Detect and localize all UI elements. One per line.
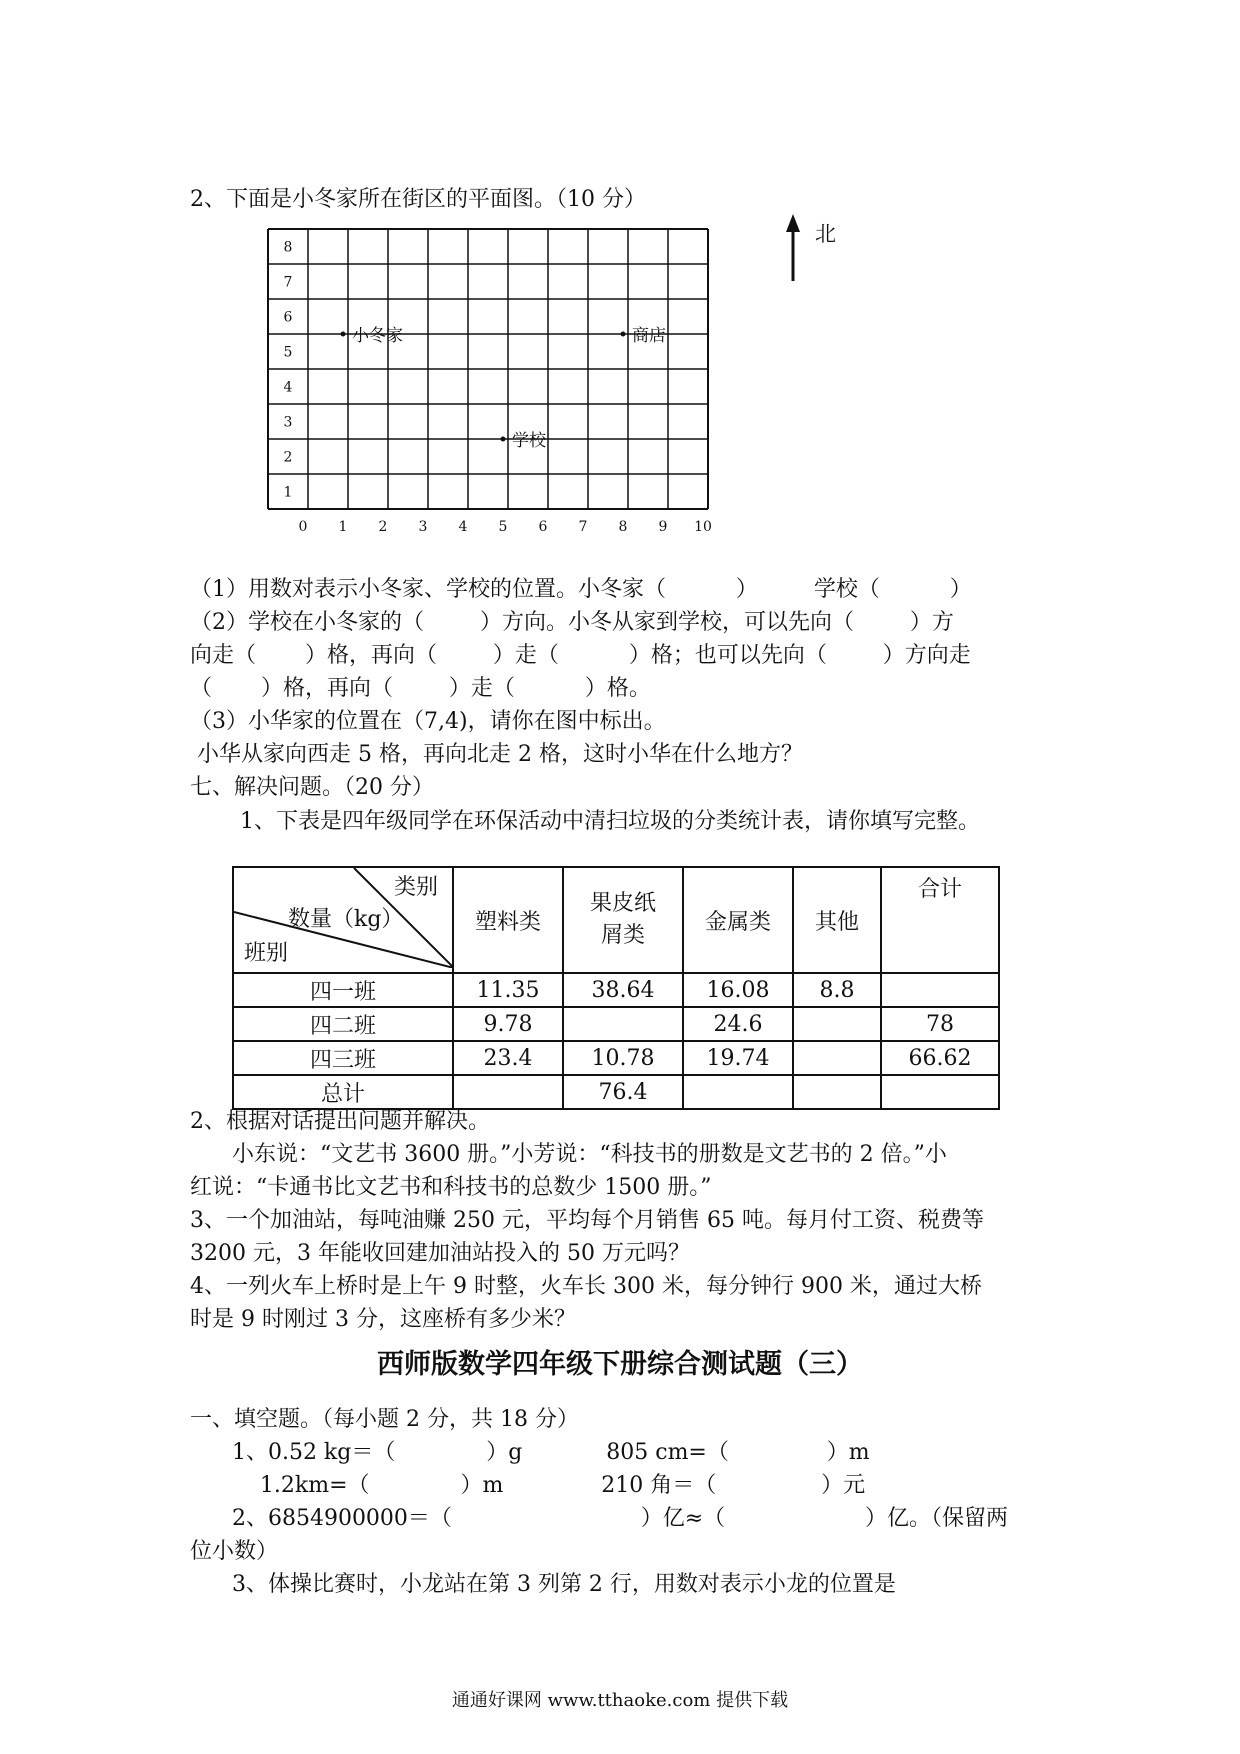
part1-line: 位小数） xyxy=(190,1539,279,1564)
table-corner-cell xyxy=(233,867,453,973)
y-tick-label: 6 xyxy=(283,309,293,326)
corner-label-class: 班别 xyxy=(244,941,289,966)
table-cell xyxy=(793,1075,881,1109)
y-tick-label: 8 xyxy=(283,239,293,256)
map-y-tick-labels xyxy=(284,240,293,501)
y-tick-label: 1 xyxy=(283,484,293,501)
header-cell: 果皮纸 屑类 xyxy=(563,867,683,973)
table-cell: 24.6 xyxy=(683,1007,793,1041)
y-tick-label: 3 xyxy=(283,414,293,431)
table-cell: 11.35 xyxy=(453,973,563,1007)
map-point-dot xyxy=(501,437,506,442)
table-cell xyxy=(881,973,999,1007)
header-cell: 合计 xyxy=(881,867,999,973)
table-cell: 9.78 xyxy=(453,1007,563,1041)
q2-line: （2）学校在小冬家的（ ）方向。小冬从家到学校，可以先向（ ）方 xyxy=(190,610,954,635)
problem-line: 2、根据对话提出问题并解决。 xyxy=(190,1109,490,1134)
problem-line: 3、一个加油站，每吨油赚 250 元，平均每个月销售 65 吨。每月付工资、税费等 xyxy=(190,1208,984,1233)
street-map xyxy=(0,0,1240,560)
q2-line: （1）用数对表示小冬家、学校的位置。小冬家（ ） 学校（ ） xyxy=(190,577,972,602)
section-7-header: 七、解决问题。（20 分） xyxy=(190,775,434,800)
part1-line: 1.2km=（ ）m 210 角＝（ ）元 xyxy=(190,1473,866,1498)
header-cell: 塑料类 xyxy=(453,867,563,973)
table-cell xyxy=(793,1041,881,1075)
north-label: 北 xyxy=(815,222,836,246)
x-tick-label: 10 xyxy=(694,519,712,535)
table-cell xyxy=(793,1007,881,1041)
part1-line: 2、6854900000＝（ ）亿≈（ ）亿。（保留两 xyxy=(190,1506,1009,1531)
x-tick-label: 9 xyxy=(658,519,668,535)
table-row xyxy=(233,973,999,1007)
table-cell: 16.08 xyxy=(683,973,793,1007)
header-cell: 其他 xyxy=(793,867,881,973)
x-tick-label: 8 xyxy=(618,519,628,535)
map-point-label: 学校 xyxy=(512,431,546,451)
map-point-label: 小冬家 xyxy=(352,326,403,346)
problem-line: 时是 9 时刚过 3 分，这座桥有多少米？ xyxy=(190,1307,576,1332)
q2-line: （ ）格，再向（ ）走（ ）格。 xyxy=(190,676,651,701)
map-points xyxy=(341,326,667,451)
y-tick-label: 2 xyxy=(283,449,293,466)
map-point-dot xyxy=(341,332,346,337)
q2-line: 小华从家向西走 5 格，再向北走 2 格，这时小华在什么地方？ xyxy=(190,742,803,767)
q2-line: （3）小华家的位置在（7,4)，请你在图中标出。 xyxy=(190,709,666,734)
table-cell xyxy=(683,1075,793,1109)
corner-label-category: 类别 xyxy=(394,875,439,900)
table-cell xyxy=(453,1075,563,1109)
map-grid xyxy=(268,229,708,509)
table-cell: 8.8 xyxy=(793,973,881,1007)
table-cell: 78 xyxy=(881,1007,999,1041)
table-cell xyxy=(563,1007,683,1041)
page-footer: 通通好课网 www.tthaoke.com 提供下载 xyxy=(451,1690,789,1711)
row-label: 四三班 xyxy=(233,1041,453,1075)
map-x-tick-labels xyxy=(299,519,712,535)
x-tick-label: 7 xyxy=(578,519,588,535)
x-tick-label: 1 xyxy=(338,519,348,535)
y-tick-label: 7 xyxy=(283,274,293,291)
question-7-1-text: 1、下表是四年级同学在环保活动中清扫垃圾的分类统计表，请你填写完整。 xyxy=(240,809,980,834)
part1-line: 1、0.52 kg＝（ ）g 805 cm=（ ）m xyxy=(190,1440,870,1465)
table-cell: 10.78 xyxy=(563,1041,683,1075)
table-row xyxy=(233,1075,999,1109)
corner-label-quantity: 数量（kg） xyxy=(288,907,404,932)
y-tick-label: 4 xyxy=(283,379,293,396)
row-label: 四二班 xyxy=(233,1007,453,1041)
garbage-statistics-table xyxy=(232,866,1000,1110)
problem-line: 小东说：“文艺书 3600 册。”小芳说：“科技书的册数是文艺书的 2 倍。”小 xyxy=(190,1142,947,1167)
x-tick-label: 6 xyxy=(538,519,548,535)
part1-line: 一、填空题。（每小题 2 分，共 18 分） xyxy=(190,1407,579,1432)
table-row xyxy=(233,1007,999,1041)
x-tick-label: 5 xyxy=(498,519,508,535)
problem-line: 4、一列火车上桥时是上午 9 时整，火车长 300 米，每分钟行 900 米，通过大桥 xyxy=(190,1274,982,1299)
row-label: 四一班 xyxy=(233,973,453,1007)
q2-line: 向走（ ）格，再向（ ）走（ ）格；也可以先向（ ）方向走 xyxy=(190,643,971,668)
map-point-dot xyxy=(621,332,626,337)
table-cell xyxy=(881,1075,999,1109)
part1-line: 3、体操比赛时，小龙站在第 3 列第 2 行，用数对表示小龙的位置是 xyxy=(190,1572,896,1597)
table-cell: 38.64 xyxy=(563,973,683,1007)
y-tick-label: 5 xyxy=(283,344,293,361)
problem-line: 3200 元，3 年能收回建加油站投入的 50 万元吗？ xyxy=(190,1241,690,1266)
table-cell: 19.74 xyxy=(683,1041,793,1075)
table-cell: 76.4 xyxy=(563,1075,683,1109)
question-2-header: 2、下面是小冬家所在街区的平面图。（10 分） xyxy=(190,187,646,212)
table-cell: 66.62 xyxy=(881,1041,999,1075)
x-tick-label: 4 xyxy=(458,519,468,535)
header-cell: 金属类 xyxy=(683,867,793,973)
table-header-row xyxy=(233,867,999,973)
x-tick-label: 2 xyxy=(378,519,388,535)
problem-line: 红说：“卡通书比文艺书和科技书的总数少 1500 册。” xyxy=(190,1175,712,1200)
north-arrow xyxy=(786,214,800,281)
row-label: 总计 xyxy=(233,1075,453,1109)
table-row xyxy=(233,1041,999,1075)
x-tick-label: 3 xyxy=(418,519,428,535)
map-point-label: 商店 xyxy=(632,326,666,346)
table-cell: 23.4 xyxy=(453,1041,563,1075)
x-tick-label: 0 xyxy=(298,519,308,535)
test-title: 西师版数学四年级下册综合测试题（三） xyxy=(377,1349,863,1380)
